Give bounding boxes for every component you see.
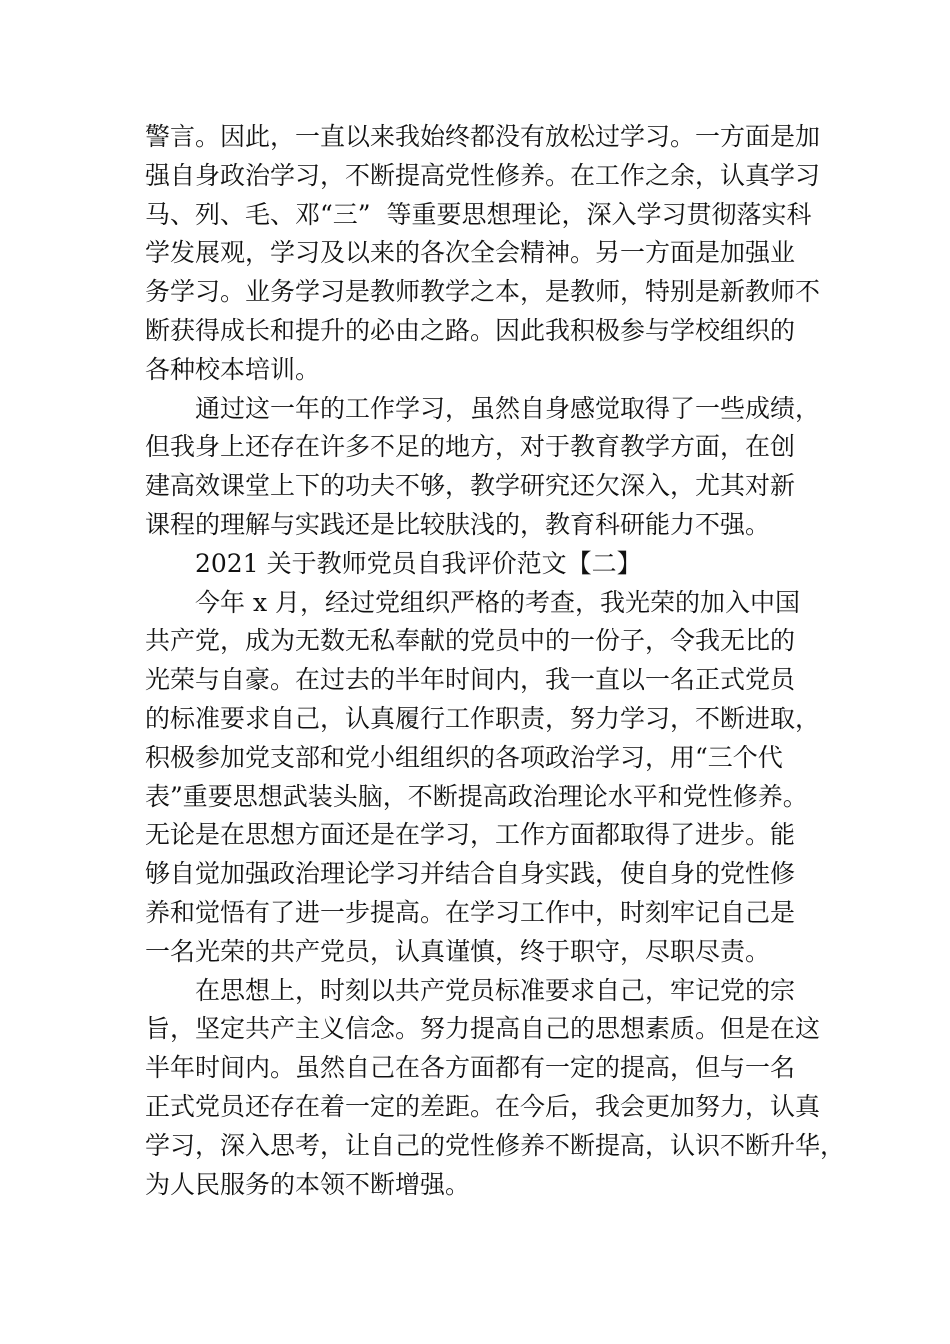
text-line: 无论是在思想方面还是在学习，工作方面都取得了进步。能 <box>145 820 796 850</box>
paragraph-ideology <box>145 972 846 1205</box>
text-line: 表”重要思想武装头脑，不断提高政治理论水平和党性修养。 <box>145 781 808 811</box>
text-line: 半年时间内。虽然自己在各方面都有一定的提高，但与一名 <box>145 1053 796 1083</box>
text-line: 强自身政治学习，不断提高党性修养。在工作之余，认真学习 <box>145 160 821 190</box>
section-heading <box>145 545 817 584</box>
text-line: 为人民服务的本领不断增强。 <box>145 1169 471 1199</box>
text-line: 够自觉加强政治理论学习并结合自身实践，使自身的党性修 <box>145 859 796 889</box>
text-line: 养和觉悟有了进一步提高。在学习工作中，时刻牢记自己是 <box>145 897 796 927</box>
text-line: 一名光荣的共产党员，认真谨慎，终于职守，尽职尽责。 <box>145 936 771 966</box>
text-line: 务学习。业务学习是教师教学之本，是教师，特别是新教师不 <box>145 277 821 307</box>
text-line: 今年 x 月，经过党组织严格的考查，我光荣的加入中国 <box>195 587 800 617</box>
paragraph-continuation <box>145 118 821 390</box>
text-line: 学习，深入思考，让自己的党性修养不断提高，认识不断升华， <box>145 1130 846 1160</box>
text-line: 在思想上，时刻以共产党员标准要求自己，牢记党的宗 <box>195 975 796 1005</box>
text-line: 学发展观，学习及以来的各次全会精神。另一方面是加强业 <box>145 238 796 268</box>
text-line: 旨，坚定共产主义信念。努力提高自己的思想素质。但是在这 <box>145 1014 821 1044</box>
text-line: 马、列、毛、邓“三” 等重要思想理论，深入学习贯彻落实科 <box>145 199 812 229</box>
text-line: 课程的理解与实践还是比较肤浅的，教育科研能力不强。 <box>145 509 771 539</box>
paragraph-party-membership <box>145 584 821 972</box>
text-line: 光荣与自豪。在过去的半年时间内，我一直以一名正式党员 <box>145 665 796 695</box>
document-body <box>145 118 846 1204</box>
text-line: 通过这一年的工作学习，虽然自身感觉取得了一些成绩， <box>195 393 821 423</box>
paragraph-self-assessment <box>145 390 821 545</box>
text-line: 积极参加党支部和党小组组织的各项政治学习，用“三个代 <box>145 742 783 772</box>
section-heading-text: 2021 关于教师党员自我评价范文【二】 <box>195 548 642 578</box>
text-line: 警言。因此，一直以来我始终都没有放松过学习。一方面是加 <box>145 122 821 151</box>
text-line: 正式党员还存在着一定的差距。在今后，我会更加努力，认真 <box>145 1091 821 1121</box>
text-line: 断获得成长和提升的必由之路。因此我积极参与学校组织的 <box>145 315 796 345</box>
text-line: 各种校本培训。 <box>145 354 321 384</box>
text-line: 但我身上还存在许多不足的地方，对于教育教学方面，在创 <box>145 432 796 462</box>
text-line: 共产党，成为无数无私奉献的党员中的一份子，令我无比的 <box>145 626 796 656</box>
text-line: 建高效课堂上下的功夫不够，教学研究还欠深入，尤其对新 <box>145 471 796 501</box>
text-line: 的标准要求自己，认真履行工作职责，努力学习，不断进取， <box>145 703 821 733</box>
